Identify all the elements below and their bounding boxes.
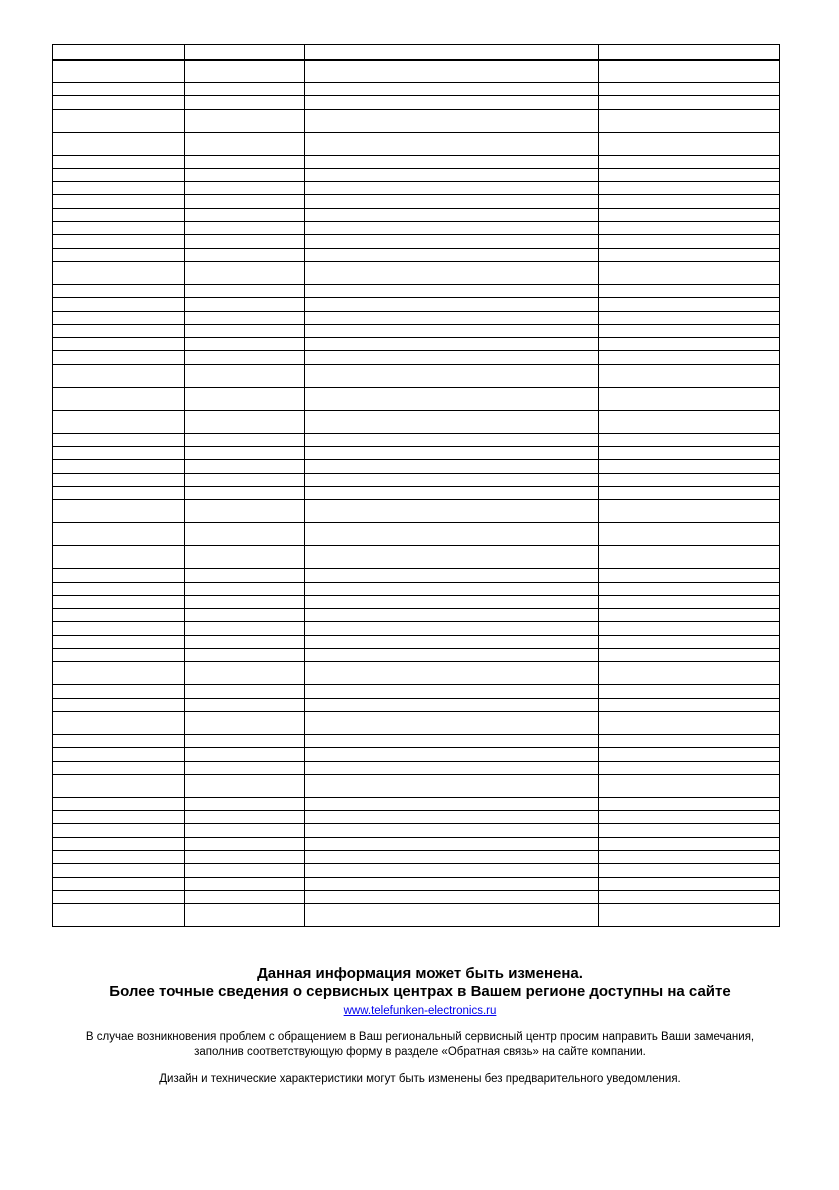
- table-cell: [53, 284, 185, 297]
- table-cell: [305, 60, 599, 83]
- table-cell: [53, 298, 185, 311]
- table-cell: [53, 609, 185, 622]
- table-cell: [305, 83, 599, 96]
- table-cell: [305, 582, 599, 595]
- table-cell: [599, 182, 780, 195]
- table-cell: [53, 837, 185, 850]
- table-row: [53, 284, 780, 297]
- table-cell: [185, 904, 305, 927]
- table-cell: [53, 261, 185, 284]
- table-cell: [53, 351, 185, 364]
- table-cell: [305, 410, 599, 433]
- table-cell: [305, 811, 599, 824]
- table-cell: [53, 182, 185, 195]
- table-row: [53, 711, 780, 734]
- table-cell: [53, 582, 185, 595]
- table-cell: [53, 486, 185, 499]
- table-row: [53, 774, 780, 797]
- table-cell: [599, 338, 780, 351]
- table-cell: [53, 132, 185, 155]
- table-row: [53, 698, 780, 711]
- table-cell: [305, 609, 599, 622]
- table-cell: [305, 546, 599, 569]
- table-row: [53, 850, 780, 863]
- table-cell: [599, 774, 780, 797]
- table-cell: [599, 500, 780, 523]
- table-cell: [599, 261, 780, 284]
- table-cell: [53, 364, 185, 387]
- table-cell: [305, 433, 599, 446]
- table-cell: [305, 635, 599, 648]
- table-cell: [53, 635, 185, 648]
- table-cell: [599, 311, 780, 324]
- table-cell: [305, 324, 599, 337]
- table-cell: [53, 109, 185, 132]
- table-cell: [599, 433, 780, 446]
- table-row: [53, 890, 780, 903]
- table-cell: [185, 195, 305, 208]
- table-cell: [305, 168, 599, 181]
- table-cell: [305, 364, 599, 387]
- table-cell: [599, 877, 780, 890]
- table-cell: [53, 60, 185, 83]
- table-cell: [305, 387, 599, 410]
- table-cell: [53, 45, 185, 60]
- notice-line-2: Более точные сведения о сервисных центрах в Вашем регионе доступны на сайте: [109, 983, 731, 1000]
- table-cell: [185, 850, 305, 863]
- table-cell: [53, 248, 185, 261]
- table-cell: [185, 523, 305, 546]
- table-row: [53, 298, 780, 311]
- table-row: [53, 797, 780, 810]
- table-body: [53, 45, 780, 927]
- table-row: [53, 877, 780, 890]
- table-cell: [185, 890, 305, 903]
- table-row: [53, 734, 780, 747]
- table-cell: [599, 60, 780, 83]
- table-row: [53, 109, 780, 132]
- table-cell: [185, 235, 305, 248]
- table-cell: [305, 195, 599, 208]
- feedback-text-line-1: В случае возникновения проблем с обращением в Ваш региональный сервисный центр просим направить Ваши замечания,: [85, 1031, 755, 1043]
- table-cell: [185, 711, 305, 734]
- table-row: [53, 96, 780, 109]
- table-cell: [185, 168, 305, 181]
- table-cell: [305, 447, 599, 460]
- table-cell: [53, 500, 185, 523]
- table-row: [53, 622, 780, 635]
- table-cell: [185, 473, 305, 486]
- table-cell: [53, 662, 185, 685]
- table-cell: [599, 890, 780, 903]
- table-cell: [185, 248, 305, 261]
- table-cell: [185, 582, 305, 595]
- table-row: [53, 582, 780, 595]
- table-cell: [599, 662, 780, 685]
- table-cell: [53, 460, 185, 473]
- table-row: [53, 261, 780, 284]
- table-cell: [305, 824, 599, 837]
- table-row: [53, 132, 780, 155]
- table-cell: [599, 298, 780, 311]
- table-row: [53, 155, 780, 168]
- table-cell: [305, 155, 599, 168]
- table-cell: [185, 609, 305, 622]
- table-cell: [53, 850, 185, 863]
- table-cell: [305, 261, 599, 284]
- table-cell: [305, 222, 599, 235]
- table-cell: [185, 824, 305, 837]
- table-cell: [305, 662, 599, 685]
- table-cell: [185, 298, 305, 311]
- table-row: [53, 60, 780, 83]
- table-cell: [599, 222, 780, 235]
- table-row: [53, 222, 780, 235]
- table-cell: [305, 569, 599, 582]
- table-cell: [185, 569, 305, 582]
- table-cell: [185, 109, 305, 132]
- table-cell: [185, 96, 305, 109]
- table-cell: [185, 837, 305, 850]
- table-row: [53, 248, 780, 261]
- table-cell: [185, 546, 305, 569]
- table-cell: [305, 797, 599, 810]
- table-row: [53, 811, 780, 824]
- table-cell: [599, 649, 780, 662]
- table-cell: [305, 698, 599, 711]
- table-cell: [185, 864, 305, 877]
- footer-notice: [40, 965, 800, 1087]
- notice-line-1: Данная информация может быть изменена.: [257, 965, 583, 982]
- table-cell: [185, 45, 305, 60]
- table-cell: [305, 208, 599, 221]
- table-cell: [305, 284, 599, 297]
- table-cell: [305, 45, 599, 60]
- table-cell: [599, 595, 780, 608]
- table-cell: [185, 60, 305, 83]
- table-cell: [53, 195, 185, 208]
- table-cell: [305, 109, 599, 132]
- disclaimer-text: Дизайн и технические характеристики могут быть изменены без предварительного уведомления.: [159, 1073, 681, 1085]
- table-cell: [599, 195, 780, 208]
- table-cell: [185, 774, 305, 797]
- table-cell: [185, 734, 305, 747]
- table-cell: [185, 622, 305, 635]
- table-row: [53, 182, 780, 195]
- table-row: [53, 83, 780, 96]
- table-cell: [599, 208, 780, 221]
- table-cell: [599, 698, 780, 711]
- table-cell: [305, 500, 599, 523]
- table-cell: [599, 824, 780, 837]
- table-row: [53, 904, 780, 927]
- table-cell: [53, 797, 185, 810]
- table-cell: [53, 83, 185, 96]
- table-cell: [599, 761, 780, 774]
- table-cell: [305, 182, 599, 195]
- table-cell: [599, 582, 780, 595]
- table-row: [53, 311, 780, 324]
- table-cell: [599, 132, 780, 155]
- table-row: [53, 609, 780, 622]
- table-cell: [185, 132, 305, 155]
- table-cell: [53, 761, 185, 774]
- table-cell: [185, 284, 305, 297]
- table-cell: [305, 837, 599, 850]
- table-cell: [599, 864, 780, 877]
- table-row: [53, 447, 780, 460]
- table-cell: [53, 311, 185, 324]
- table-row: [53, 208, 780, 221]
- table-cell: [599, 155, 780, 168]
- table-cell: [185, 486, 305, 499]
- table-cell: [53, 447, 185, 460]
- table-cell: [599, 486, 780, 499]
- table-cell: [185, 811, 305, 824]
- table-cell: [53, 96, 185, 109]
- table-cell: [185, 761, 305, 774]
- table-cell: [53, 387, 185, 410]
- table-row: [53, 649, 780, 662]
- table-cell: [53, 410, 185, 433]
- table-row: [53, 662, 780, 685]
- table-cell: [185, 685, 305, 698]
- table-cell: [185, 387, 305, 410]
- table-cell: [53, 877, 185, 890]
- table-cell: [599, 546, 780, 569]
- table-cell: [305, 761, 599, 774]
- table-cell: [305, 460, 599, 473]
- table-cell: [305, 774, 599, 797]
- table-cell: [53, 523, 185, 546]
- table-row: [53, 824, 780, 837]
- table-cell: [185, 797, 305, 810]
- table-cell: [53, 698, 185, 711]
- table-cell: [185, 222, 305, 235]
- service-centers-table: [52, 44, 780, 927]
- table-cell: [599, 523, 780, 546]
- table-cell: [599, 83, 780, 96]
- table-cell: [305, 890, 599, 903]
- table-cell: [305, 298, 599, 311]
- table-row: [53, 595, 780, 608]
- table-cell: [185, 748, 305, 761]
- table-row: [53, 364, 780, 387]
- table-cell: [53, 222, 185, 235]
- table-cell: [599, 460, 780, 473]
- table-row: [53, 486, 780, 499]
- table-row: [53, 635, 780, 648]
- table-cell: [599, 734, 780, 747]
- table-cell: [305, 523, 599, 546]
- table-cell: [185, 662, 305, 685]
- table-cell: [185, 447, 305, 460]
- table-cell: [599, 364, 780, 387]
- table-cell: [305, 711, 599, 734]
- table-cell: [599, 797, 780, 810]
- table-cell: [305, 595, 599, 608]
- table-cell: [53, 774, 185, 797]
- table-cell: [185, 460, 305, 473]
- table-cell: [185, 410, 305, 433]
- table-cell: [599, 685, 780, 698]
- table-row: [53, 837, 780, 850]
- table-cell: [53, 338, 185, 351]
- table-row: [53, 338, 780, 351]
- table-cell: [53, 904, 185, 927]
- table-cell: [185, 649, 305, 662]
- table-cell: [305, 864, 599, 877]
- table-cell: [185, 877, 305, 890]
- table-cell: [185, 311, 305, 324]
- table-cell: [599, 811, 780, 824]
- table-cell: [185, 324, 305, 337]
- table-cell: [305, 685, 599, 698]
- table-cell: [599, 248, 780, 261]
- table-cell: [599, 96, 780, 109]
- table-cell: [53, 208, 185, 221]
- table-cell: [305, 338, 599, 351]
- table-cell: [305, 96, 599, 109]
- table-row: [53, 473, 780, 486]
- table-cell: [305, 235, 599, 248]
- table-cell: [305, 748, 599, 761]
- table-cell: [53, 168, 185, 181]
- table-cell: [185, 208, 305, 221]
- table-row: [53, 195, 780, 208]
- table-cell: [53, 569, 185, 582]
- table-cell: [599, 447, 780, 460]
- table-cell: [599, 351, 780, 364]
- table-row: [53, 387, 780, 410]
- table-cell: [599, 473, 780, 486]
- table-row: [53, 168, 780, 181]
- table-cell: [53, 595, 185, 608]
- table-cell: [53, 473, 185, 486]
- table-cell: [305, 850, 599, 863]
- website-link[interactable]: www.telefunken-electronics.ru: [343, 1005, 497, 1017]
- table-cell: [599, 635, 780, 648]
- table-cell: [305, 351, 599, 364]
- table-cell: [599, 850, 780, 863]
- table-row: [53, 410, 780, 433]
- table-cell: [305, 877, 599, 890]
- table-row: [53, 761, 780, 774]
- table-cell: [599, 324, 780, 337]
- table-cell: [599, 45, 780, 60]
- table-row: [53, 351, 780, 364]
- table-row: [53, 523, 780, 546]
- table-row: [53, 500, 780, 523]
- table-row: [53, 433, 780, 446]
- table-cell: [599, 410, 780, 433]
- table-cell: [185, 635, 305, 648]
- table-cell: [599, 609, 780, 622]
- table-cell: [53, 890, 185, 903]
- table-row: [53, 685, 780, 698]
- table-row: [53, 569, 780, 582]
- table-cell: [53, 235, 185, 248]
- table-cell: [185, 351, 305, 364]
- table-cell: [305, 132, 599, 155]
- table-cell: [53, 433, 185, 446]
- table-cell: [53, 546, 185, 569]
- table-cell: [53, 685, 185, 698]
- table-cell: [53, 824, 185, 837]
- table-cell: [53, 649, 185, 662]
- table-cell: [53, 748, 185, 761]
- table-row: [53, 748, 780, 761]
- table-cell: [599, 109, 780, 132]
- table-cell: [599, 284, 780, 297]
- table-cell: [53, 711, 185, 734]
- table-cell: [53, 734, 185, 747]
- table-cell: [185, 433, 305, 446]
- table-cell: [599, 387, 780, 410]
- table-cell: [185, 595, 305, 608]
- table-cell: [53, 155, 185, 168]
- table-cell: [53, 811, 185, 824]
- table-cell: [185, 83, 305, 96]
- table-cell: [599, 622, 780, 635]
- table-cell: [599, 748, 780, 761]
- table-cell: [305, 486, 599, 499]
- table-cell: [305, 248, 599, 261]
- table-cell: [599, 569, 780, 582]
- feedback-text-line-2: заполнив соответствующую форму в разделе «Обратная связь» на сайте компании.: [194, 1046, 646, 1058]
- table-cell: [185, 364, 305, 387]
- table-cell: [53, 622, 185, 635]
- table-cell: [599, 168, 780, 181]
- table-cell: [305, 473, 599, 486]
- table-cell: [599, 711, 780, 734]
- table-cell: [305, 734, 599, 747]
- table-row: [53, 864, 780, 877]
- table-cell: [185, 338, 305, 351]
- table-cell: [305, 311, 599, 324]
- table-cell: [53, 324, 185, 337]
- table-row: [53, 324, 780, 337]
- table-row: [53, 546, 780, 569]
- table-cell: [599, 235, 780, 248]
- table-cell: [53, 864, 185, 877]
- table-cell: [185, 698, 305, 711]
- table-row: [53, 460, 780, 473]
- table-cell: [599, 837, 780, 850]
- table-cell: [305, 904, 599, 927]
- table-cell: [185, 261, 305, 284]
- table-row: [53, 235, 780, 248]
- table-header-row: [53, 45, 780, 60]
- table-cell: [185, 155, 305, 168]
- table-cell: [305, 622, 599, 635]
- table-cell: [185, 500, 305, 523]
- table-cell: [599, 904, 780, 927]
- table-cell: [185, 182, 305, 195]
- table-cell: [305, 649, 599, 662]
